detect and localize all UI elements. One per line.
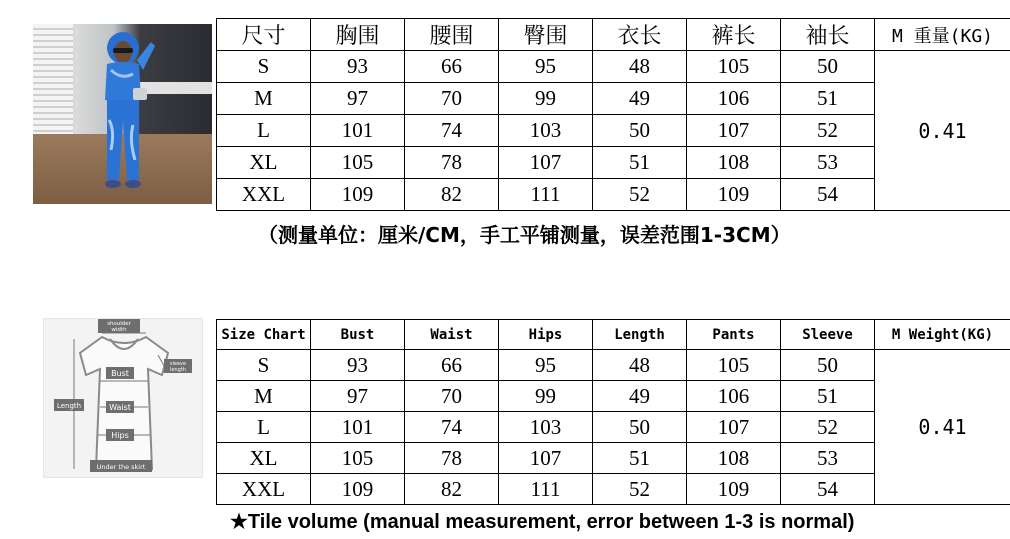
cell-bust: 97 bbox=[311, 83, 405, 115]
cell-size: XL bbox=[217, 147, 311, 179]
cell-waist: 78 bbox=[405, 147, 499, 179]
cell-pants: 108 bbox=[687, 443, 781, 474]
size-table-english bbox=[216, 319, 1010, 505]
cell-hips: 103 bbox=[499, 412, 593, 443]
cell-sleeve: 53 bbox=[781, 147, 875, 179]
header-length: 衣长 bbox=[593, 19, 687, 51]
svg-text:length: length bbox=[170, 367, 186, 373]
cell-size: S bbox=[217, 350, 311, 381]
cell-pants: 106 bbox=[687, 83, 781, 115]
header-bust: Bust bbox=[311, 320, 405, 350]
label-bust: Bust bbox=[111, 369, 129, 378]
cell-length: 50 bbox=[593, 412, 687, 443]
cell-waist: 82 bbox=[405, 474, 499, 505]
model-figure bbox=[93, 30, 163, 200]
cell-pants: 107 bbox=[687, 412, 781, 443]
cell-length: 50 bbox=[593, 115, 687, 147]
cell-hips: 111 bbox=[499, 474, 593, 505]
cell-sleeve: 54 bbox=[781, 474, 875, 505]
svg-text:width: width bbox=[111, 327, 127, 333]
header-hips: 臀围 bbox=[499, 19, 593, 51]
label-sleeve: sleeve bbox=[169, 361, 187, 367]
cell-pants: 106 bbox=[687, 381, 781, 412]
header-length: Length bbox=[593, 320, 687, 350]
header-waist: 腰围 bbox=[405, 19, 499, 51]
header-hips: Hips bbox=[499, 320, 593, 350]
cell-hips: 107 bbox=[499, 147, 593, 179]
cell-waist: 74 bbox=[405, 412, 499, 443]
table-row bbox=[217, 350, 1010, 381]
cell-size: XXL bbox=[217, 474, 311, 505]
header-pants: Pants bbox=[687, 320, 781, 350]
cell-size: M bbox=[217, 381, 311, 412]
cell-hips: 103 bbox=[499, 115, 593, 147]
cell-size: M bbox=[217, 83, 311, 115]
cell-length: 48 bbox=[593, 51, 687, 83]
cell-length: 48 bbox=[593, 350, 687, 381]
dress-sketch bbox=[44, 319, 204, 479]
cell-sleeve: 51 bbox=[781, 83, 875, 115]
cell-length: 52 bbox=[593, 474, 687, 505]
product-photo bbox=[33, 24, 212, 204]
cell-waist: 74 bbox=[405, 115, 499, 147]
cell-sleeve: 52 bbox=[781, 412, 875, 443]
cell-hips: 95 bbox=[499, 350, 593, 381]
cell-bust: 97 bbox=[311, 381, 405, 412]
measurement-note-english: ★Tile volume (manual measurement, error between 1-3 is normal) bbox=[230, 511, 855, 533]
cell-sleeve: 50 bbox=[781, 51, 875, 83]
cell-sleeve: 53 bbox=[781, 443, 875, 474]
cell-size: XL bbox=[217, 443, 311, 474]
cell-waist: 82 bbox=[405, 179, 499, 211]
cell-length: 49 bbox=[593, 83, 687, 115]
cell-bust: 101 bbox=[311, 115, 405, 147]
cell-pants: 108 bbox=[687, 147, 781, 179]
cell-waist: 70 bbox=[405, 381, 499, 412]
cell-pants: 109 bbox=[687, 179, 781, 211]
cell-size: L bbox=[217, 412, 311, 443]
cell-bust: 105 bbox=[311, 443, 405, 474]
cell-hips: 99 bbox=[499, 381, 593, 412]
cell-sleeve: 50 bbox=[781, 350, 875, 381]
cell-sleeve: 51 bbox=[781, 381, 875, 412]
table-header-row bbox=[217, 320, 1010, 350]
cell-length: 51 bbox=[593, 147, 687, 179]
header-weight: M 重量(KG) bbox=[875, 19, 1010, 51]
cell-weight: 0.41 bbox=[875, 350, 1010, 505]
size-table-chinese bbox=[216, 18, 1010, 211]
cell-pants: 109 bbox=[687, 474, 781, 505]
cell-bust: 105 bbox=[311, 147, 405, 179]
cell-pants: 105 bbox=[687, 350, 781, 381]
cell-pants: 105 bbox=[687, 51, 781, 83]
label-hips: Hips bbox=[111, 431, 129, 440]
label-under-skirt: Under the skirt bbox=[96, 463, 146, 471]
measurement-diagram bbox=[43, 318, 203, 478]
cell-size: XXL bbox=[217, 179, 311, 211]
cell-size: S bbox=[217, 51, 311, 83]
cell-waist: 66 bbox=[405, 51, 499, 83]
cell-bust: 109 bbox=[311, 474, 405, 505]
measurement-note-chinese: （测量单位：厘米/CM，手工平铺测量，误差范围1-3CM） bbox=[258, 223, 791, 247]
cell-pants: 107 bbox=[687, 115, 781, 147]
header-size: 尺寸 bbox=[217, 19, 311, 51]
label-shoulder: shoulder bbox=[107, 321, 131, 327]
header-bust: 胸围 bbox=[311, 19, 405, 51]
cell-waist: 78 bbox=[405, 443, 499, 474]
cell-hips: 107 bbox=[499, 443, 593, 474]
label-waist: Waist bbox=[109, 403, 131, 412]
cell-sleeve: 54 bbox=[781, 179, 875, 211]
cell-length: 49 bbox=[593, 381, 687, 412]
cell-bust: 93 bbox=[311, 51, 405, 83]
cell-sleeve: 52 bbox=[781, 115, 875, 147]
cell-waist: 70 bbox=[405, 83, 499, 115]
header-waist: Waist bbox=[405, 320, 499, 350]
cell-hips: 99 bbox=[499, 83, 593, 115]
cell-length: 51 bbox=[593, 443, 687, 474]
table-header-row bbox=[217, 19, 1010, 51]
label-length: Length bbox=[56, 402, 82, 410]
table-row bbox=[217, 51, 1010, 83]
cell-bust: 109 bbox=[311, 179, 405, 211]
cell-size: L bbox=[217, 115, 311, 147]
header-pants: 裤长 bbox=[687, 19, 781, 51]
cell-waist: 66 bbox=[405, 350, 499, 381]
cell-bust: 93 bbox=[311, 350, 405, 381]
header-sleeve: 袖长 bbox=[781, 19, 875, 51]
cell-bust: 101 bbox=[311, 412, 405, 443]
header-weight: M Weight(KG) bbox=[875, 320, 1010, 350]
header-size-chart: Size Chart bbox=[217, 320, 311, 350]
cell-hips: 95 bbox=[499, 51, 593, 83]
cell-length: 52 bbox=[593, 179, 687, 211]
cell-hips: 111 bbox=[499, 179, 593, 211]
header-sleeve: Sleeve bbox=[781, 320, 875, 350]
cell-weight: 0.41 bbox=[875, 51, 1010, 211]
